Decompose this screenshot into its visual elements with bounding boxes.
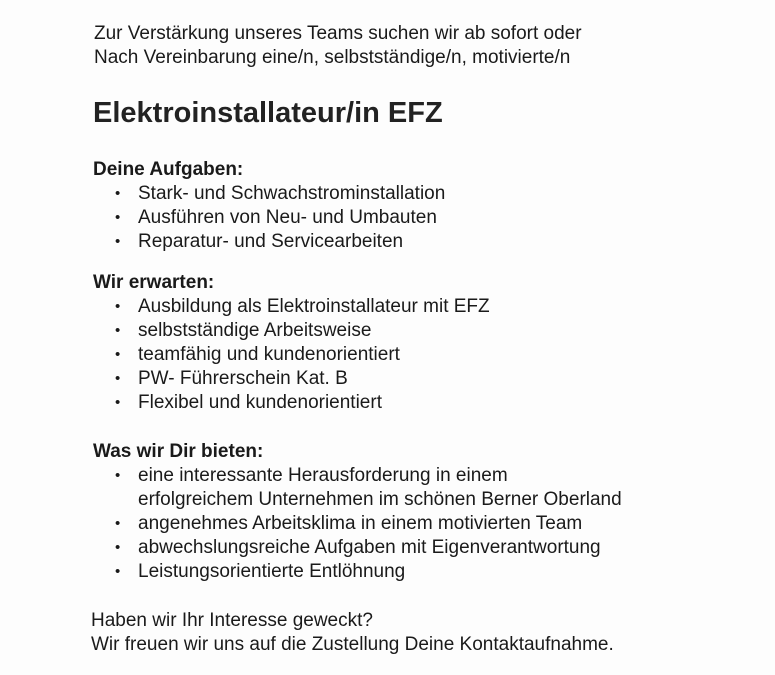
list-item <box>93 536 622 560</box>
bullet-icon: • <box>115 209 121 226</box>
list-item <box>93 391 490 415</box>
list-item <box>93 512 622 536</box>
section-heading-tasks: Deine Aufgaben: <box>93 159 244 180</box>
list-item-text: Flexibel und kundenorientiert <box>138 392 382 413</box>
list-item-text-line-2: erfolgreichem Unternehmen im schönen Berner Oberland <box>138 489 622 510</box>
benefits-list <box>93 464 622 584</box>
list-item-text: Ausbildung als Elektroinstallateur mit EFZ <box>138 296 490 317</box>
bullet-icon: • <box>115 185 121 202</box>
list-item <box>93 230 445 254</box>
list-item-text: abwechslungsreiche Aufgaben mit Eigenverantwortung <box>138 537 601 558</box>
bullet-icon: • <box>115 370 121 387</box>
bullet-icon: • <box>115 563 121 580</box>
closing-text <box>91 609 614 657</box>
intro-line-1: Zur Verstärkung unseres Teams suchen wir ab sofort oder <box>94 23 582 44</box>
section-tasks <box>93 158 445 254</box>
bullet-icon: • <box>115 298 121 315</box>
list-item <box>93 295 490 319</box>
section-requirements <box>93 271 490 415</box>
bullet-icon: • <box>115 394 121 411</box>
list-item <box>93 343 490 367</box>
list-item-text: Stark- und Schwachstrominstallation <box>138 183 446 204</box>
list-item-text: Leistungsorientierte Entlöhnung <box>138 561 406 582</box>
list-item-text: Reparatur- und Servicearbeiten <box>138 231 404 252</box>
bullet-icon: • <box>115 467 121 484</box>
list-item-text: teamfähig und kundenorientiert <box>138 344 400 365</box>
closing-line-1: Haben wir Ihr Interesse geweckt? <box>91 610 373 631</box>
section-heading-requirements: Wir erwarten: <box>93 272 215 293</box>
list-item <box>93 560 622 584</box>
list-item <box>93 182 445 206</box>
job-title: Elektroinstallateur/in EFZ <box>93 97 443 129</box>
intro-line-2: Nach Vereinbarung eine/n, selbstständige/n, motivierte/n <box>94 47 571 68</box>
list-item-text: selbstständige Arbeitsweise <box>138 320 372 341</box>
list-item <box>93 367 490 391</box>
requirements-list <box>93 295 490 415</box>
bullet-icon: • <box>115 346 121 363</box>
bullet-icon: • <box>115 539 121 556</box>
list-item-text-line-1: eine interessante Herausforderung in einem <box>138 465 508 486</box>
tasks-list <box>93 182 445 254</box>
section-benefits <box>93 440 622 584</box>
bullet-icon: • <box>115 233 121 250</box>
intro-text <box>94 22 582 70</box>
list-item-text: angenehmes Arbeitsklima in einem motivierten Team <box>138 513 583 534</box>
bullet-icon: • <box>115 515 121 532</box>
closing-line-2: Wir freuen wir uns auf die Zustellung Deine Kontaktaufnahme. <box>91 634 614 655</box>
bullet-icon: • <box>115 322 121 339</box>
list-item-text: PW- Führerschein Kat. B <box>138 368 348 389</box>
list-item <box>93 464 622 512</box>
list-item <box>93 319 490 343</box>
section-heading-benefits: Was wir Dir bieten: <box>93 441 264 462</box>
list-item <box>93 206 445 230</box>
list-item-text: Ausführen von Neu- und Umbauten <box>138 207 437 228</box>
